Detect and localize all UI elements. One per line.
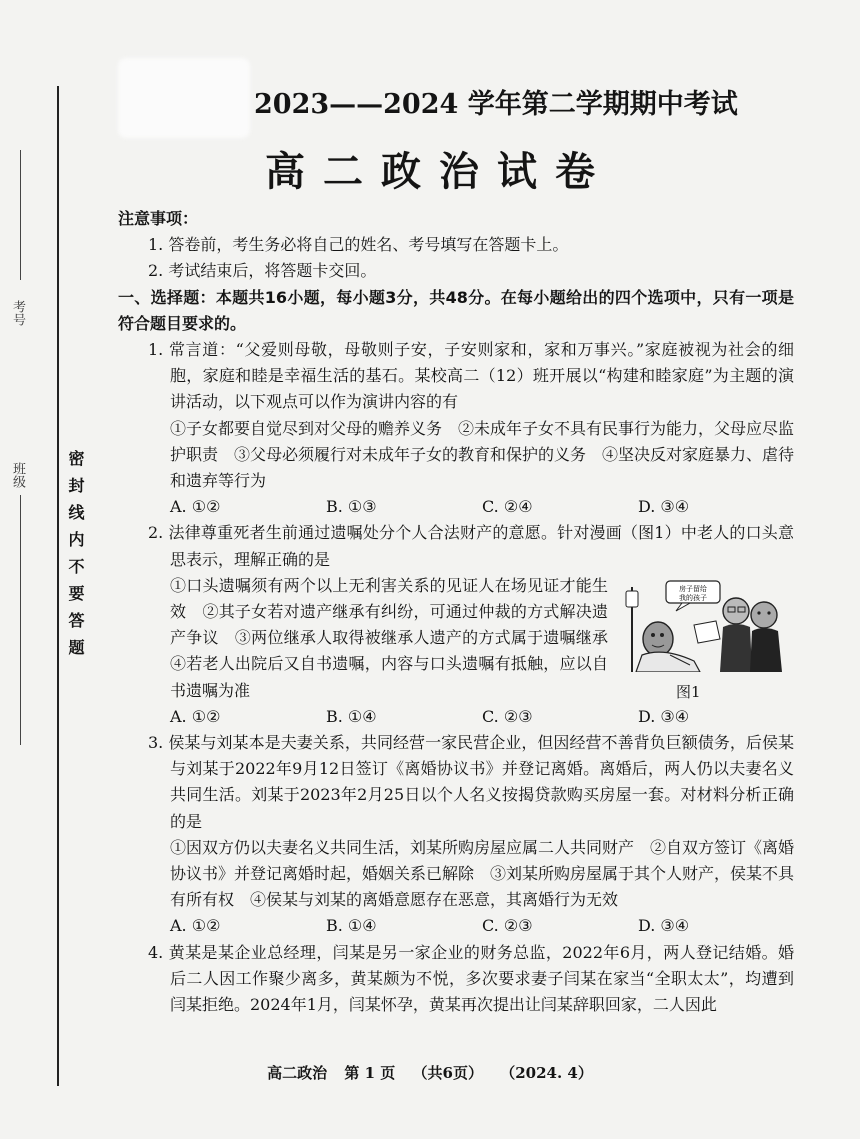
option-c: C. ②④ (482, 497, 533, 517)
option-d: D. ③④ (638, 916, 690, 936)
binding-line (57, 86, 59, 1086)
question-3-options (118, 913, 794, 939)
redaction-patch (118, 58, 250, 138)
option-a: A. ①② (170, 706, 221, 726)
exam-content (118, 206, 794, 1018)
option-b: B. ①③ (326, 497, 377, 517)
question-2-body (118, 573, 794, 704)
figure-1 (608, 573, 794, 704)
question-2-statements: ①口头遗嘱须有两个以上无利害关系的见证人在场见证才能生效 ②其子女若对遗产继承有纠纷，可通过仲裁的方式解决遗产争议 ③两位继承人取得被继承人遗产的方式属于遗嘱继承 ④若老人出院后又自书遗嘱，内容与口头遗嘱有抵触，应以自书遗嘱为准 (170, 575, 625, 700)
exam-number-label: 考号 (10, 300, 25, 326)
cartoon-speech-text: 房子留给 (679, 584, 707, 593)
svg-text:我的孩子: 我的孩子 (679, 593, 707, 602)
option-b: B. ①④ (326, 916, 377, 936)
question-3-stem: 3. 侯某与刘某本是夫妻关系，共同经营一家民营企业，但因经营不善背负巨额债务，后侯某与刘某于2022年9月12日签订《离婚协议书》并登记离婚。离婚后，两人仍以夫妻名义共同生活。刘某于2023年2月25日以个人名义按揭贷款购买房屋一套。对材料分析正确的是 (148, 733, 794, 831)
paper-title: 高二政治试卷 (265, 149, 613, 195)
notice-item: 2. 考试结束后，将答题卡交回。 (148, 261, 377, 281)
question-2-stem: 2. 法律尊重死者生前通过遗嘱处分个人合法财产的意愿。针对漫画（图1）中老人的口头意思表示，理解正确的是 (148, 523, 794, 569)
footer-page: 第 1 页 (344, 1064, 396, 1082)
page-footer (0, 1062, 860, 1083)
option-a: A. ①② (170, 916, 221, 936)
question-1-statements: ①子女都要自觉尽到对父母的赡养义务 ②未成年子女不具有民事行为能力，父母应尽监护职责 ③父母必须履行对未成年子女的教育和保护的义务 ④坚决反对家庭暴力、虐待和遗弃等行为 (170, 418, 795, 491)
option-d: D. ③④ (638, 706, 690, 726)
exam-title: 2023——2024 学年第二学期期中考试 (254, 89, 738, 120)
class-blank (20, 495, 21, 745)
figure-caption: 图1 (676, 682, 701, 701)
section-title: 一、选择题：本题共16小题，每小题3分，共48分。在每小题给出的四个选项中，只有一项是符合题目要求的。 (118, 287, 794, 333)
notice-title: 注意事项： (118, 209, 199, 228)
seal-text: 密封线内不要答题 (66, 450, 85, 666)
question-1-options (118, 494, 794, 520)
option-c: C. ②③ (482, 706, 533, 726)
footer-total: （共6页） (412, 1064, 483, 1082)
option-b: B. ①④ (326, 706, 377, 726)
question-1-stem: 1. 常言道：“父爱则母敬，母敬则子安，子安则家和，家和万事兴。”家庭被视为社会的细胞，家庭和睦是幸福生活的基石。某校高二（12）班开展以“构建和睦家庭”为主题的演讲活动，以下观点可以作为演讲内容的有 (148, 340, 794, 412)
question-4-stem: 4. 黄某是某企业总经理，闫某是另一家企业的财务总监，2022年6月，两人登记结婚。婚后二人因工作聚少离多，黄某颇为不悦，多次要求妻子闫某在家当“全职太太”，均遭到闫某拒绝。2024年1月，闫某怀孕，黄某再次提出让闫某辞职回家，二人因此 (148, 942, 794, 1015)
cartoon-image (624, 577, 784, 672)
footer-date: （2024. 4） (500, 1064, 593, 1082)
option-a: A. ①② (170, 497, 221, 517)
option-c: C. ②③ (482, 916, 533, 936)
option-d: D. ③④ (638, 497, 690, 517)
question-3-statements: ①因双方仍以夫妻名义共同生活，刘某所购房屋应属二人共同财产 ②自双方签订《离婚协议书》并登记离婚时起，婚姻关系已解除 ③刘某所购房屋属于其个人财产，侯某不具有所有权 ④侯某与刘某的离婚意愿存在恶意，其离婚行为无效 (170, 837, 795, 910)
footer-subject: 高二政治 (267, 1064, 328, 1082)
notice-item: 1. 答卷前，考生务必将自己的姓名、考号填写在答题卡上。 (148, 235, 569, 255)
question-2-options (118, 704, 794, 730)
class-label: 班级 (10, 462, 25, 488)
